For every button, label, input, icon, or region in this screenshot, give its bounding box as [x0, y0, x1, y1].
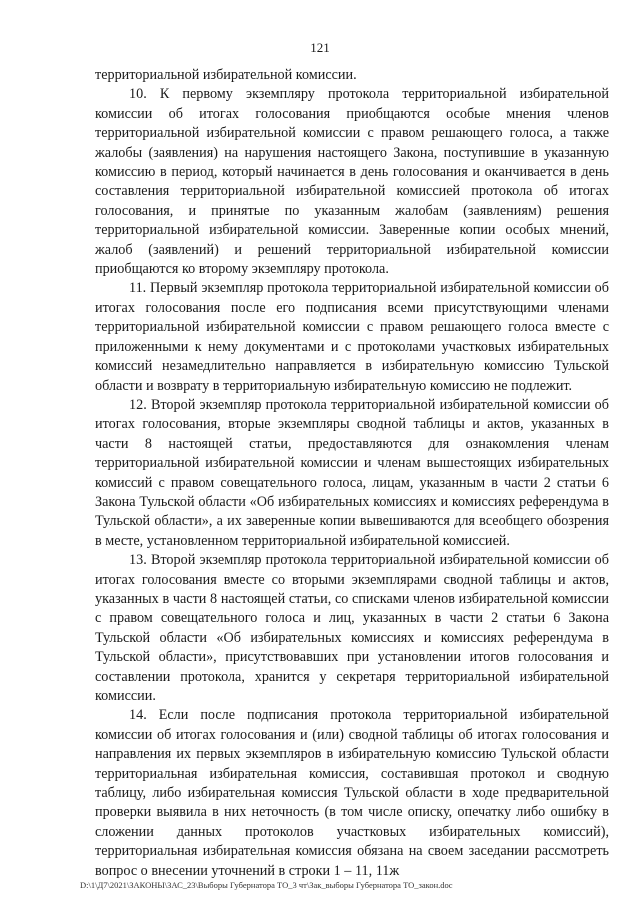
paragraph-13: 13. Второй экземпляр протокола территориальной избирательной комиссии об итогах голосования вместе со вторыми экземплярами сводной таблицы и актов, указанных в части 8 настоящей статьи, со списками членов избирательной комиссии с правом совещательного голоса и лиц, указанных в части 2 статьи 6 Закона Тульской области «Об избирательных комиссиях и комиссиях референдума в Тульской области», присутствовавших при установлении итогов голосования и составлении протокола, хранится у секретаря территориальной избирательной комиссии.	[95, 552, 609, 704]
footer-file-path: D:\1\Д7\2021\ЗАКОНЫ\ЗАС_23\Выборы Губернатора ТО_3 чт\Зак_выборы Губернатора ТО_закон.doc	[80, 880, 453, 890]
document-body	[95, 66, 609, 881]
paragraph-continuation: территориальной избирательной комиссии.	[95, 67, 357, 83]
paragraph-14: 14. Если после подписания протокола территориальной избирательной комиссии об итогах голосования и (или) сводной таблицы об итогах голосования и направления их первых экземпляров в избирательную комиссию Тульской области территориальная избирательная комиссия, составившая протокол и сводную таблицу, либо избирательная комиссия Тульской области в ходе предварительной проверки выявила в них неточность (в том числе описку, опечатку либо ошибку в сложении данных протоколов участковых избирательных комиссий), территориальная избирательная комиссия обязана на своем заседании рассмотреть вопрос о внесении уточнений в строки 1 – 11, 11ж	[95, 707, 609, 879]
paragraph-12: 12. Второй экземпляр протокола территориальной избирательной комиссии об итогах голосования, вторые экземпляры сводной таблицы и актов, указанных в части 8 настоящей статьи, предоставляются для ознакомления членам территориальной избирательной комиссии и членам вышестоящих избирательных комиссий с правом совещательного голоса, лицам, указанным в части 2 статьи 6 Закона Тульской области «Об избирательных комиссиях и комиссиях референдума в Тульской области», а их заверенные копии вывешиваются для всеобщего обозрения в месте, установленном территориальной избирательной комиссией.	[95, 396, 609, 549]
paragraph-11: 11. Первый экземпляр протокола территориальной избирательной комиссии об итогах голосования после его подписания всеми присутствующими членами территориальной избирательной комиссии с правом решающего голоса вместе с приложенными к нему документами и с протоколами участковых избирательных комиссий незамедлительно направляется в избирательную комиссию Тульской области и возврату в территориальную избирательную комиссию не подлежит.	[95, 280, 609, 394]
paragraph-10: 10. К первому экземпляру протокола территориальной избирательной комиссии об итогах голосования приобщаются особые мнения членов территориальной избирательной комиссии с правом решающего голоса, а также жалобы (заявления) на нарушения настоящего Закона, поступившие в указанную комиссию в период, который начинается в день голосования и оканчивается в день составления территориальной избирательной комиссией протокола об итогах голосования, и принятые по указанным жалобам (заявлениям) решения территориальной избирательной комиссии. Заверенные копии особых мнений, жалоб (заявлений) и решений территориальной избирательной комиссии приобщаются ко второму экземпляру протокола.	[95, 86, 609, 278]
page-number: 121	[310, 40, 330, 55]
